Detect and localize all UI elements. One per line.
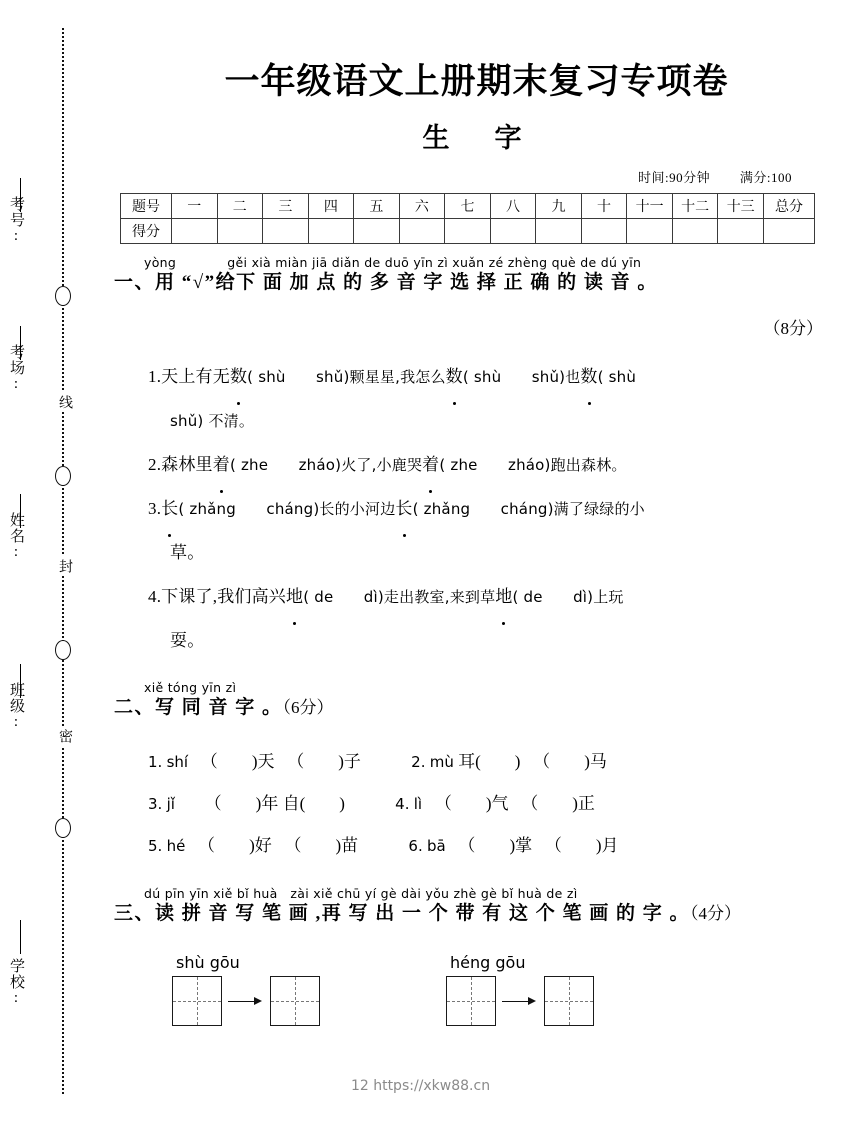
seal-circle-4 (55, 818, 71, 838)
stroke-group-henggou (446, 953, 594, 1026)
left-margin-strip (0, 0, 112, 1122)
question-item-4 (148, 575, 841, 619)
s2-item-6-number: 6. (408, 837, 423, 855)
s2-item-3-after-1: )年 (255, 794, 279, 813)
col-header-12: 十二 (672, 194, 718, 219)
s2-item-2-number: 2. (411, 753, 426, 771)
s2-item-4-after-1: )气 (485, 794, 509, 813)
col-header-5: 五 (354, 194, 400, 219)
margin-field-banji: 班级: (8, 682, 24, 731)
q3-dotted-char-2: 长 (395, 487, 412, 531)
s2-item-1-number: 1. (148, 753, 163, 771)
q1-dotted-char-1: 数 (230, 355, 247, 399)
s2-item-2-blank-1[interactable] (481, 752, 515, 771)
s2-item-5-pinyin: hé (166, 837, 186, 855)
s2-item-1-pinyin: shí (166, 753, 189, 771)
section-two-rows (148, 741, 841, 867)
table-row-question-numbers (121, 194, 815, 219)
s2-row-2 (148, 783, 841, 825)
page-watermark: 12 https://xkw88.cn (350, 1078, 491, 1094)
question-item-3-line2 (170, 531, 841, 575)
tianzi-box-stroke-2[interactable] (446, 976, 496, 1026)
section-two-title-text: 二、写 同 音 字 。 (114, 697, 283, 718)
seal-char-mi: 密 (54, 726, 74, 746)
section-one-title: 一、用 “√”给下 面 加 点 的 多 音 字 选 择 正 确 的 读 音 。 (114, 272, 658, 293)
score-cell-10[interactable] (581, 219, 627, 244)
s2-row-1 (148, 741, 841, 783)
section-two (112, 681, 841, 867)
col-header-8: 八 (490, 194, 536, 219)
s2-item-2-pre: 耳( (458, 752, 481, 771)
q2-dotted-char-1: 着 (213, 443, 230, 487)
section-two-pinyin: xiě tóng yīn zì (144, 680, 237, 695)
s2-item-4-blank-1[interactable]: （ (426, 794, 486, 813)
s2-item-5-blank-2[interactable]: （ (275, 836, 336, 855)
s2-item-4-pinyin: lì (413, 795, 423, 813)
score-cell-6[interactable] (399, 219, 445, 244)
stroke-practice-area (114, 953, 841, 1063)
q4-number: 4. (148, 587, 162, 606)
question-item-4-line2 (170, 619, 841, 663)
col-header-3: 三 (263, 194, 309, 219)
margin-field-kaohao: 考号: (8, 196, 24, 245)
s2-item-5-blank-1[interactable]: （ (189, 836, 250, 855)
q2-dotted-char-2: 着 (422, 443, 439, 487)
question-item-2 (148, 443, 841, 487)
s2-item-3-after-2: ) (339, 794, 345, 813)
stroke-label-henggou: héng gōu (450, 953, 526, 972)
s2-item-2-pinyin: mù (429, 753, 454, 771)
s2-item-1-blank-1[interactable]: （ (192, 752, 252, 771)
s2-item-3-number: 3. (148, 795, 163, 813)
score-cell-5[interactable] (354, 219, 400, 244)
page-subtitle: 生 字 (422, 123, 531, 153)
score-cell-13[interactable] (718, 219, 764, 244)
total-score-label: 满分:100 (739, 170, 792, 185)
score-cell-11[interactable] (627, 219, 673, 244)
section-two-points: （6分） (282, 698, 334, 717)
q1-text-b: ( shù shǔ)颗星星,我怎么 (247, 368, 446, 386)
q1-text-c: ( shù shǔ)也 (462, 368, 581, 386)
seal-char-xian: 线 (54, 392, 74, 412)
margin-field-xuexiao: 学校: (8, 958, 24, 1007)
s2-item-3-blank-1[interactable]: （ (179, 794, 256, 813)
s2-item-1-after-1: )天 (251, 752, 275, 771)
q3-text-a: ( zhǎng cháng)长的小河边 (178, 500, 396, 518)
question-item-1-line2 (170, 399, 841, 443)
s2-item-2-blank-2[interactable]: （ (524, 752, 585, 771)
score-cell-4[interactable] (308, 219, 354, 244)
col-header-4: 四 (308, 194, 354, 219)
score-table (120, 193, 815, 244)
section-three-pinyin: dú pīn yīn xiě bǐ huà zài xiě chū yí gè dài yǒu zhè gè bǐ huà de zì (144, 886, 578, 901)
s2-item-4-blank-2[interactable]: （ (512, 794, 573, 813)
s2-item-6-pinyin: bā (426, 837, 446, 855)
stroke-label-shugou: shù gōu (176, 953, 240, 972)
s2-item-5-after-1: )好 (249, 836, 272, 855)
q4-line2: 耍。 (170, 631, 205, 650)
score-cell-1[interactable] (172, 219, 218, 244)
q2-text-b: ( zhe zháo)火了,小鹿哭 (229, 456, 423, 474)
tianzi-box-char-1[interactable] (270, 976, 320, 1026)
s2-item-5-number: 5. (148, 837, 163, 855)
section-two-title (114, 695, 841, 721)
tianzi-box-stroke-1[interactable] (172, 976, 222, 1026)
s2-item-6-blank-2[interactable]: （ (536, 836, 596, 855)
s2-item-2-after-1: ) (514, 752, 521, 771)
q1-dotted-char-2: 数 (446, 355, 463, 399)
q4-text-b: ( de dì)走出教室,来到草 (303, 588, 496, 606)
score-cell-3[interactable] (263, 219, 309, 244)
q4-dotted-char-1: 地 (286, 575, 303, 619)
seal-char-feng: 封 (54, 556, 74, 576)
q3-dotted-char-1: 长 (161, 487, 178, 531)
score-cell-8[interactable] (490, 219, 536, 244)
q1-text-a: 天上有无 (161, 367, 230, 386)
row-label-defen: 得分 (121, 219, 172, 244)
score-cell-9[interactable] (536, 219, 582, 244)
col-header-1: 一 (172, 194, 218, 219)
s2-item-4-number: 4. (395, 795, 410, 813)
q1-number: 1. (148, 367, 162, 386)
score-cell-total[interactable] (764, 219, 815, 244)
s2-item-6-after-1: )掌 (509, 836, 533, 855)
q2-number: 2. (148, 455, 162, 474)
section-one (112, 256, 841, 663)
section-three (112, 887, 841, 1063)
s2-item-6-blank-1[interactable]: （ (449, 836, 510, 855)
seal-circle-2 (55, 466, 71, 486)
q2-text-a: 森林里 (161, 455, 213, 474)
col-header-6: 六 (399, 194, 445, 219)
section-one-points: （8分） (763, 319, 823, 338)
section-three-title (114, 901, 841, 927)
stroke-group-shugou (172, 953, 320, 1026)
stroke-row-henggou (446, 976, 594, 1026)
q1-text-d: ( shù (597, 368, 637, 386)
s2-item-5-after-2: )苗 (335, 836, 359, 855)
arrow-right-icon-1 (226, 995, 266, 1007)
s2-item-3-pinyin: jǐ (166, 795, 175, 813)
page-content (112, 0, 841, 1122)
seal-circle-1 (55, 286, 71, 306)
page-title: 一年级语文上册期末复习专项卷 (224, 62, 729, 101)
table-row-scores (121, 219, 815, 244)
margin-field-kaochang: 考场: (8, 344, 24, 393)
section-one-items (148, 355, 841, 663)
col-header-9: 九 (536, 194, 582, 219)
stroke-row-shugou (172, 976, 320, 1026)
col-header-11: 十一 (627, 194, 673, 219)
col-header-total: 总分 (764, 194, 815, 219)
q3-text-b: ( zhǎng cháng)满了绿绿的小 (412, 500, 645, 518)
s2-item-6-after-2: )月 (595, 836, 619, 855)
col-header-13: 十三 (718, 194, 764, 219)
margin-field-xingming: 姓名: (8, 512, 24, 561)
score-cell-2[interactable] (217, 219, 263, 244)
s2-item-4-after-2: )正 (572, 794, 595, 813)
arrow-right-icon-2 (500, 995, 540, 1007)
col-header-7: 七 (445, 194, 491, 219)
q4-text-a: 下课了,我们高兴 (161, 587, 287, 606)
score-cell-12[interactable] (672, 219, 718, 244)
col-header-2: 二 (217, 194, 263, 219)
q4-dotted-char-2: 地 (495, 575, 512, 619)
s2-item-2-after-2: )马 (584, 752, 607, 771)
q3-number: 3. (148, 499, 162, 518)
s2-item-3-pre2: 自( (282, 794, 306, 813)
question-item-1 (148, 355, 841, 399)
score-table-wrapper (120, 193, 815, 244)
tianzi-box-char-2[interactable] (544, 976, 594, 1026)
section-three-title-text: 三、读 拼 音 写 笔 画 ,再 写 出 一 个 带 有 这 个 笔 画 的 字 。 (114, 903, 691, 924)
s2-item-1-after-2: )子 (338, 752, 361, 771)
question-item-3 (148, 487, 841, 531)
section-three-points: （4分） (690, 904, 742, 923)
field-rule-5 (20, 920, 21, 954)
col-header-10: 十 (581, 194, 627, 219)
q4-text-c: ( de dì)上玩 (512, 588, 624, 606)
q1-line2: shǔ) 不清。 (170, 412, 255, 430)
q3-line2: 草。 (170, 543, 205, 562)
s2-row-3 (148, 825, 841, 867)
row-label-tihao: 题号 (121, 194, 172, 219)
seal-circle-3 (55, 640, 71, 660)
q2-text-c: ( zhe zháo)跑出森林。 (439, 456, 627, 474)
s2-item-3-blank-2[interactable] (305, 794, 339, 813)
section-one-pinyin: yòng gěi xià miàn jiā diǎn de duō yīn zì xuǎn zé zhèng què de dú yīn (144, 255, 642, 270)
q1-dotted-char-3: 数 (580, 355, 597, 399)
exam-meta (112, 167, 792, 186)
time-limit-label: 时间:90分钟 (638, 170, 711, 185)
score-cell-7[interactable] (445, 219, 491, 244)
s2-item-1-blank-2[interactable]: （ (278, 752, 339, 771)
